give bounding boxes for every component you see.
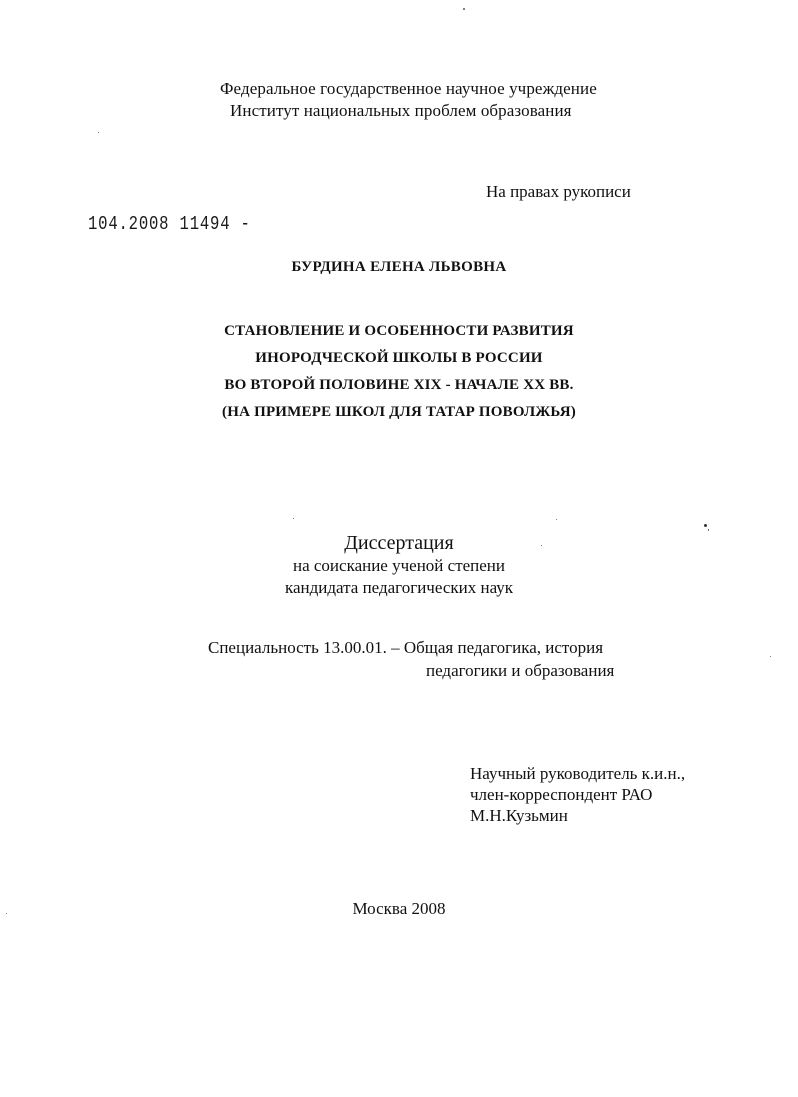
registration-stamp-number: 104.2008 11494 - xyxy=(88,213,251,235)
scan-speck xyxy=(541,545,542,546)
scan-speck xyxy=(463,8,465,10)
dissertation-degree-line1: на соискание ученой степени xyxy=(292,556,506,575)
specialty-line1: Специальность 13.00.01. – Общая педагогика, история xyxy=(208,638,604,657)
supervisor-name: М.Н.Кузьмин xyxy=(470,806,568,825)
supervisor-line2: член-корреспондент РАО xyxy=(470,785,653,804)
supervisor-line1: Научный руководитель к.и.н., xyxy=(470,764,686,783)
title-line-1: СТАНОВЛЕНИЕ И ОСОБЕННОСТИ РАЗВИТИЯ xyxy=(224,323,574,339)
city-year: Москва 2008 xyxy=(352,899,446,918)
scan-speck xyxy=(770,656,771,657)
institution-name-line2: Институт национальных проблем образования xyxy=(230,101,572,120)
title-line-4: (НА ПРИМЕРЕ ШКОЛ ДЛЯ ТАТАР ПОВОЛЖЬЯ) xyxy=(222,404,576,420)
scan-speck xyxy=(704,524,707,527)
scan-speck xyxy=(708,529,709,531)
scan-speck xyxy=(293,518,294,519)
title-line-2: ИНОРОДЧЕСКОЙ ШКОЛЫ В РОССИИ xyxy=(255,350,543,366)
specialty-line2: педагогики и образования xyxy=(426,661,615,680)
manuscript-rights-note: На правах рукописи xyxy=(486,182,631,201)
title-line-3: ВО ВТОРОЙ ПОЛОВИНЕ XIX - НАЧАЛЕ XX ВВ. xyxy=(224,377,574,393)
author-name: БУРДИНА ЕЛЕНА ЛЬВОВНА xyxy=(291,259,507,275)
scan-speck xyxy=(98,132,99,133)
scan-speck xyxy=(556,519,557,520)
scan-speck xyxy=(6,913,7,914)
dissertation-heading: Диссертация xyxy=(344,532,454,554)
dissertation-degree-line2: кандидата педагогических наук xyxy=(284,578,514,597)
institution-name-line1: Федеральное государственное научное учреждение xyxy=(220,79,597,98)
